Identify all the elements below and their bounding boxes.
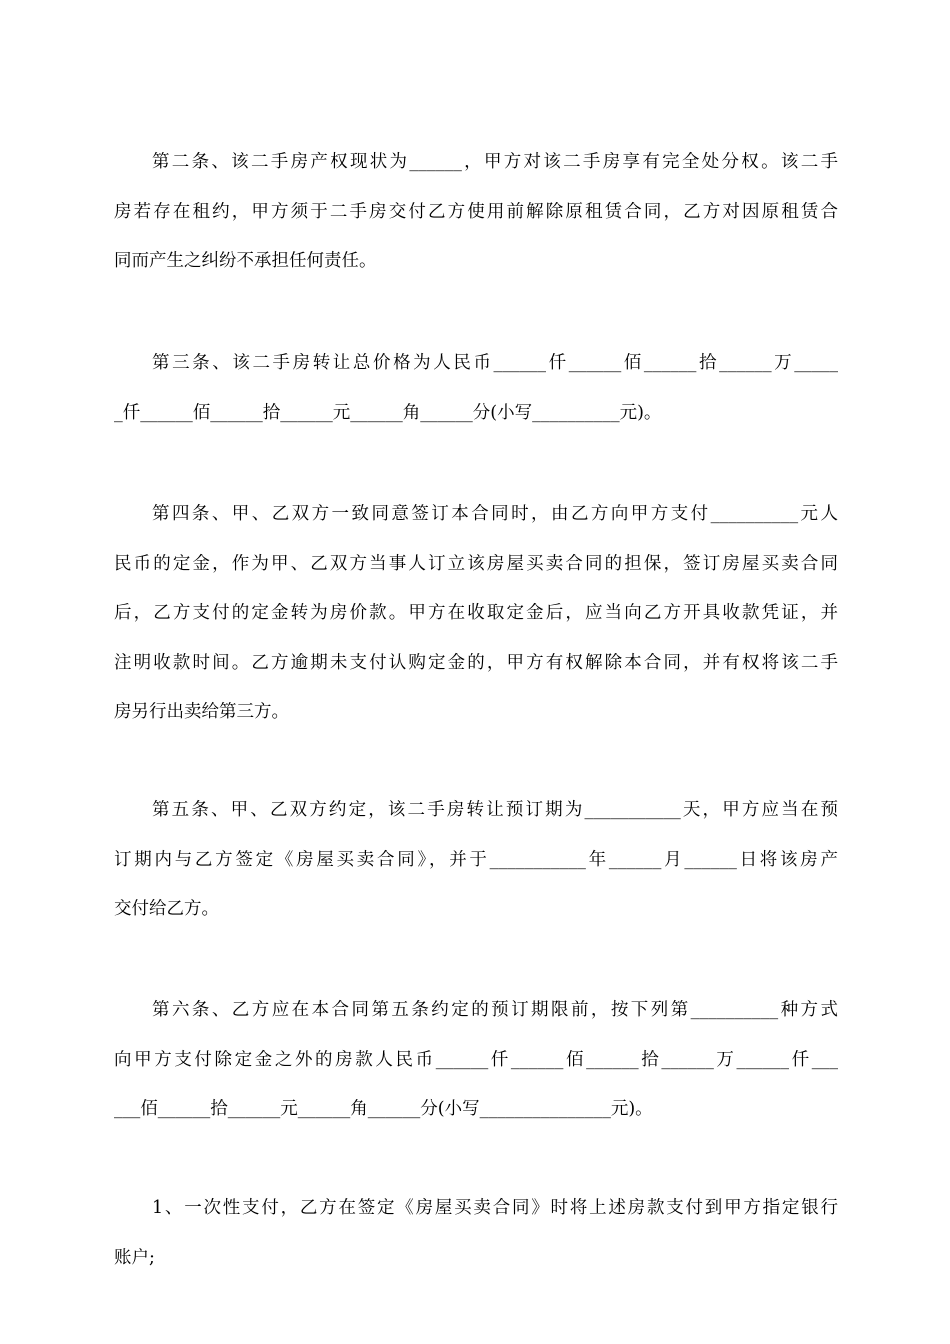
text-line: 向甲方支付除定金之外的房款人民币______仟______佰______拾______万______仟___ xyxy=(114,1049,838,1070)
text-line: 注明收款时间。乙方逾期未支付认购定金的，甲方有权解除本合同，并有权将该二手 xyxy=(114,652,838,673)
text-line: 第四条、甲、乙双方一致同意签订本合同时，由乙方向甲方支付__________元人 xyxy=(152,504,838,524)
text-line: 第五条、甲、乙双方约定，该二手房转让预订期为___________天，甲方应当在预 xyxy=(152,800,838,820)
text-line: 第六条、乙方应在本合同第五条约定的预订期限前，按下列第__________种方式 xyxy=(152,1000,838,1020)
text-line: 房若存在租约，甲方须于二手房交付乙方使用前解除原租赁合同，乙方对因原租赁合 xyxy=(114,201,838,222)
clause-6-paragraph xyxy=(114,998,838,1147)
clause-4-paragraph xyxy=(114,502,838,750)
text-line: 订期内与乙方签定《房屋买卖合同》，并于___________年______月______日将该房产 xyxy=(114,849,838,870)
clause-5-paragraph xyxy=(114,798,838,947)
text-line: 房另行出卖给第三方。 xyxy=(114,702,289,722)
text-line: 账户; xyxy=(114,1247,155,1268)
text-line: 第二条、该二手房产权现状为______，甲方对该二手房享有完全处分权。该二手 xyxy=(152,152,838,172)
text-line: _仟______佰______拾______元______角______分(小写__________元)。 xyxy=(114,402,662,423)
clause-2-paragraph xyxy=(114,150,838,299)
text-line: ___佰______拾______元______角______分(小写_______________元)。 xyxy=(114,1099,653,1119)
text-line: 后，乙方支付的定金转为房价款。甲方在收取定金后，应当向乙方开具收款凭证，并 xyxy=(114,603,838,623)
text-line: 民币的定金，作为甲、乙双方当事人订立该房屋买卖合同的担保，签订房屋买卖合同 xyxy=(114,553,838,574)
text-line: 交付给乙方。 xyxy=(114,899,219,919)
clause-3-paragraph xyxy=(114,351,838,450)
payment-option-1-paragraph xyxy=(114,1196,838,1295)
text-line: 1、一次性支付，乙方在签定《房屋买卖合同》时将上述房款支付到甲方指定银行 xyxy=(152,1198,838,1218)
text-line: 同而产生之纠纷不承担任何责任。 xyxy=(114,251,377,271)
text-line: 第三条、该二手房转让总价格为人民币______仟______佰______拾______万_____ xyxy=(152,353,838,373)
